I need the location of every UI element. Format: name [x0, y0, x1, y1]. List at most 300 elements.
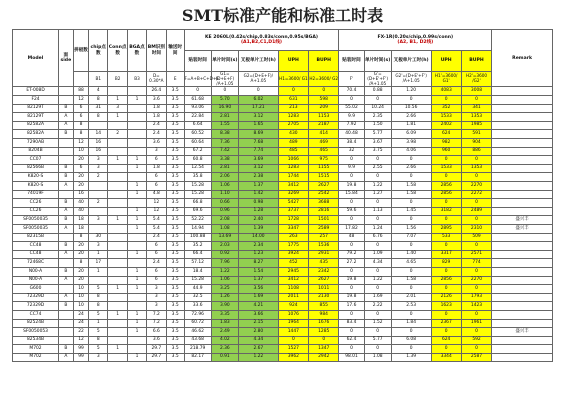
table-cell: 624: [431, 130, 461, 139]
table-cell: 0: [391, 156, 431, 165]
table-cell: 3.5: [166, 207, 184, 216]
table-cell: 0: [431, 285, 461, 294]
table-cell: 509: [461, 233, 491, 242]
group-fx1r-lines: (A2, B1, D2线): [397, 40, 434, 45]
table-cell: 82524B: [13, 319, 59, 328]
table-cell: 59.6: [339, 207, 364, 216]
table-cell: 2816: [309, 207, 339, 216]
table-cell: 32: [339, 147, 364, 156]
table-cell: 3924: [278, 250, 308, 259]
col-remark: Remark: [492, 30, 553, 87]
table-cell: 3: [146, 293, 166, 302]
table-cell: 8: [73, 121, 89, 130]
table-cell: [108, 199, 128, 208]
table-cell: [128, 113, 147, 122]
table-cell: 904: [461, 139, 491, 148]
table-cell: 3.6: [146, 336, 166, 345]
table-cell: 3.5: [166, 250, 184, 259]
table-cell: 591: [461, 130, 491, 139]
table-cell: [128, 345, 147, 354]
table-cell: A: [59, 207, 74, 216]
table-cell: 1.8: [146, 113, 166, 122]
table-cell: 3.6: [146, 139, 166, 148]
table-row: [13, 285, 553, 294]
table-cell: 1155: [309, 164, 339, 173]
table-cell: 3: [89, 353, 108, 362]
table-row: [13, 233, 553, 242]
table-cell: 452: [278, 259, 308, 268]
table-cell: 17: [89, 259, 108, 268]
table-cell: 0.92: [211, 250, 238, 259]
table-cell: 0: [461, 285, 491, 294]
table-cell: [59, 139, 74, 148]
table-cell: [108, 224, 128, 233]
table-cell: ET-008D: [13, 87, 59, 96]
table-cell: 1.23: [238, 250, 278, 259]
table-cell: 7.96: [211, 259, 238, 268]
table-body: [13, 87, 553, 362]
table-cell: 88: [73, 87, 89, 96]
table-cell: 1515: [309, 173, 339, 182]
table-cell: SF0050035: [13, 216, 59, 225]
table-cell: [492, 173, 553, 182]
table-cell: [492, 319, 553, 328]
table-cell: 3.5: [166, 276, 184, 285]
table-cell: 10: [73, 147, 89, 156]
table-cell: [108, 302, 128, 311]
table-cell: 2.4: [146, 121, 166, 130]
table-cell: 3.5: [166, 336, 184, 345]
table-cell: 2.15: [238, 319, 278, 328]
table-cell: 3347: [278, 224, 308, 233]
table-cell: [128, 173, 147, 182]
table-cell: 69.6: [184, 207, 211, 216]
table-cell: 3.5: [166, 113, 184, 122]
table-cell: [89, 224, 108, 233]
table-cell: 1: [128, 164, 147, 173]
col-model: Model: [13, 30, 59, 87]
table-cell: 2.03: [211, 242, 238, 251]
table-cell: 5.77: [364, 336, 391, 345]
table-cell: 2.53: [391, 302, 431, 311]
table-cell: 3.5: [166, 216, 184, 225]
table-cell: 1: [108, 216, 128, 225]
col-ke-uph: UPH: [278, 51, 308, 72]
table-cell: 15.28: [184, 182, 211, 191]
table-cell: 469: [309, 139, 339, 148]
table-cell: 1285: [309, 328, 339, 337]
table-cell: 6.09: [391, 130, 431, 139]
group-ke2060l: [184, 30, 339, 51]
table-cell: [492, 233, 553, 242]
table-cell: 1.55: [211, 121, 238, 130]
table-cell: 2571: [461, 250, 491, 259]
table-cell: 3.5: [166, 310, 184, 319]
table-cell: N00-A: [13, 276, 59, 285]
table-cell: 40: [73, 199, 89, 208]
table-cell: 3.35: [211, 310, 238, 319]
table-cell: 2856: [431, 182, 461, 191]
table-cell: 4.02: [211, 336, 238, 345]
table-cell: 盛兴丰: [492, 216, 553, 225]
table-cell: 3.5: [166, 224, 184, 233]
table-cell: 4083: [431, 87, 461, 96]
table-cell: 12: [146, 207, 166, 216]
table-cell: 10: [73, 285, 89, 294]
table-cell: 1.20: [391, 87, 431, 96]
table-cell: CC26: [13, 207, 59, 216]
table-cell: 489: [278, 139, 308, 148]
table-cell: 7.42: [211, 147, 238, 156]
table-cell: 1.50: [364, 121, 391, 130]
table-cell: 29.7: [146, 345, 166, 354]
table-cell: [492, 139, 553, 148]
col-fx-uph: UPH: [431, 51, 461, 72]
table-cell: 0: [431, 310, 461, 319]
table-cell: 257: [309, 233, 339, 242]
table-cell: 2: [108, 130, 128, 139]
table-cell: 3: [146, 302, 166, 311]
table-cell: 0: [461, 345, 491, 354]
table-cell: 5: [89, 310, 108, 319]
table-cell: 18: [73, 216, 89, 225]
table-cell: [492, 190, 553, 199]
table-cell: 0: [461, 328, 491, 337]
table-cell: 2: [89, 199, 108, 208]
col-ke-unit-time: 单片时间(s): [211, 51, 238, 72]
table-row: [13, 190, 553, 199]
table-cell: 1.81: [391, 121, 431, 130]
table-cell: M702: [13, 353, 59, 362]
table-cell: B: [59, 302, 74, 311]
table-cell: 17.21: [238, 104, 278, 113]
table-cell: [492, 242, 553, 251]
table-cell: 1.84: [391, 319, 431, 328]
table-cell: 0: [278, 87, 308, 96]
table-cell: 5427: [278, 199, 308, 208]
table-cell: 2.4: [146, 130, 166, 139]
table-cell: 2272: [461, 190, 491, 199]
table-cell: 1527: [278, 345, 308, 354]
table-cell: 2.08: [211, 216, 238, 225]
table-cell: [492, 147, 553, 156]
table-cell: 1353: [461, 164, 491, 173]
table-cell: 0: [391, 173, 431, 182]
table-cell: 82582A: [13, 130, 59, 139]
table-cell: 2.4: [146, 233, 166, 242]
table-cell: 12.54: [184, 164, 211, 173]
table-cell: 33.6: [184, 302, 211, 311]
table-cell: 22.84: [184, 113, 211, 122]
table-cell: 10.24: [364, 104, 391, 113]
table-cell: [492, 199, 553, 208]
table-cell: 0: [391, 216, 431, 225]
table-cell: 55.02: [339, 104, 364, 113]
table-cell: B: [59, 216, 74, 225]
table-cell: 3008: [461, 87, 491, 96]
table-cell: 598: [309, 96, 339, 105]
table-cell: 2.40: [238, 216, 278, 225]
table-cell: 15.28: [184, 190, 211, 199]
table-cell: 3.56: [238, 285, 278, 294]
table-cell: 3: [146, 147, 166, 156]
table-cell: 10: [73, 302, 89, 311]
table-cell: 2.81: [211, 164, 238, 173]
table-row: [13, 139, 553, 148]
table-cell: 1283: [278, 113, 308, 122]
table-cell: 83.4: [339, 319, 364, 328]
table-cell: 1964: [278, 319, 308, 328]
table-cell: 2627: [309, 182, 339, 191]
table-cell: 1.52: [364, 319, 391, 328]
table-cell: 2.81: [211, 113, 238, 122]
table-cell: 2.35: [364, 113, 391, 122]
table-cell: [89, 207, 108, 216]
table-cell: 0: [461, 310, 491, 319]
table-cell: [59, 233, 74, 242]
table-cell: 8.27: [238, 259, 278, 268]
table-cell: 1623: [431, 302, 461, 311]
table-cell: 14: [89, 130, 108, 139]
table-cell: 1.22: [211, 267, 238, 276]
table-cell: 1.08: [364, 353, 391, 362]
table-cell: 2.67: [238, 345, 278, 354]
table-cell: 3.5: [166, 267, 184, 276]
table-cell: 3.75: [364, 147, 391, 156]
table-cell: [128, 293, 147, 302]
table-cell: [492, 293, 553, 302]
table-cell: [128, 242, 147, 251]
table-cell: 0: [364, 328, 391, 337]
table-cell: 2: [89, 173, 108, 182]
table-cell: B: [59, 199, 74, 208]
table-row: [13, 310, 553, 319]
table-cell: 3737: [278, 207, 308, 216]
formula-f-prime: F': [339, 72, 364, 87]
table-row: [13, 96, 553, 105]
table-cell: 52.22: [184, 216, 211, 225]
table-cell: 82315B: [13, 233, 59, 242]
table-cell: 46.62: [184, 328, 211, 337]
table-cell: 218.79: [184, 345, 211, 354]
table-cell: 1447: [278, 328, 308, 337]
table-cell: 3.38: [211, 156, 238, 165]
table-cell: 1: [128, 207, 147, 216]
table-cell: 16: [89, 147, 108, 156]
table-row: [13, 302, 553, 311]
table-row: [13, 156, 553, 165]
table-cell: [492, 302, 553, 311]
table-cell: [108, 336, 128, 345]
table-cell: 1.65: [238, 121, 278, 130]
table-cell: 8: [73, 130, 89, 139]
table-cell: 18: [73, 224, 89, 233]
table-cell: 3.5: [166, 87, 184, 96]
table-cell: 3317: [431, 250, 461, 259]
table-cell: [492, 156, 553, 165]
table-cell: 2367: [431, 319, 461, 328]
table-row: [13, 147, 553, 156]
table-cell: 1: [128, 276, 147, 285]
table-cell: 1793: [461, 293, 491, 302]
table-cell: 263: [278, 233, 308, 242]
table-cell: 0: [461, 267, 491, 276]
table-cell: 8: [73, 259, 89, 268]
table-cell: 1533: [431, 164, 461, 173]
table-cell: 82.17: [184, 353, 211, 362]
table-cell: 5: [89, 328, 108, 337]
table-cell: 3.90: [211, 302, 238, 311]
table-cell: 1.27: [364, 190, 391, 199]
table-cell: 435: [309, 259, 339, 268]
formula-g1-prime: G'=(D+E'+F') /A+1.05: [364, 72, 391, 87]
table-cell: 0: [364, 285, 391, 294]
table-row: [13, 242, 553, 251]
table-cell: 38.4: [339, 139, 364, 148]
table-cell: 1066: [278, 156, 308, 165]
table-cell: K820-S: [13, 173, 59, 182]
table-cell: [128, 259, 147, 268]
table-cell: A: [59, 121, 74, 130]
table-cell: 1: [128, 182, 147, 191]
table-cell: 0: [391, 345, 431, 354]
table-cell: 0: [461, 199, 491, 208]
table-cell: 774: [461, 259, 491, 268]
table-cell: A: [59, 250, 74, 259]
table-cell: 24: [73, 310, 89, 319]
table-row: [13, 113, 553, 122]
table-cell: CC74: [13, 310, 59, 319]
table-cell: 1.40: [391, 250, 431, 259]
table-cell: 6.64: [184, 121, 211, 130]
table-cell: 1.58: [391, 276, 431, 285]
table-cell: 99: [73, 345, 89, 354]
col-fx-unit-time: 单片时间(s): [364, 51, 391, 72]
table-cell: B: [59, 104, 74, 113]
table-cell: 7.36: [211, 139, 238, 148]
table-cell: 3.5: [166, 233, 184, 242]
group-fx1r: [339, 30, 492, 51]
table-cell: [108, 190, 128, 199]
table-cell: 4: [89, 87, 108, 96]
table-cell: 70.4: [339, 87, 364, 96]
table-row: [13, 345, 553, 354]
table-cell: 1: [128, 328, 147, 337]
table-cell: 984: [309, 310, 339, 319]
table-cell: 2931: [309, 250, 339, 259]
table-cell: 2011: [278, 293, 308, 302]
col-side: 面 side: [59, 30, 74, 87]
table-cell: 16: [73, 190, 89, 199]
table-cell: 5: [89, 345, 108, 354]
table-cell: 1: [128, 250, 147, 259]
table-cell: 0: [184, 87, 211, 96]
formula-h2: H2=3600/ G2: [309, 72, 339, 87]
table-cell: 975: [309, 156, 339, 165]
table-cell: 5: [89, 285, 108, 294]
formula-h1: H1=3600/ G1: [278, 72, 308, 87]
table-cell: 1.06: [211, 276, 238, 285]
table-row: [13, 293, 553, 302]
table-cell: 100.88: [184, 233, 211, 242]
table-cell: [108, 353, 128, 362]
formula-g2: G2=(D+E+F)/ A+1.05: [238, 72, 278, 87]
col-fx-cross: 叉板单片工时(h): [391, 51, 431, 72]
table-cell: 4.34: [238, 336, 278, 345]
table-cell: [108, 182, 128, 191]
table-cell: 1.10: [211, 190, 238, 199]
group-fx1r-spec: FX-1R(0.20s/chip,0.99s/conn): [377, 34, 454, 40]
table-cell: 8: [89, 302, 108, 311]
table-cell: 1: [128, 96, 147, 105]
table-cell: [108, 259, 128, 268]
table-cell: 0: [364, 173, 391, 182]
sheet-title: SMT标准产能和标准工时表: [181, 6, 384, 25]
table-cell: 1.39: [238, 224, 278, 233]
capacity-table: [12, 29, 553, 362]
table-cell: 8: [73, 233, 89, 242]
table-cell: 66.8: [184, 199, 211, 208]
table-cell: 1: [128, 190, 147, 199]
table-cell: 2.49: [211, 328, 238, 337]
table-cell: 8: [89, 96, 108, 105]
table-row: [13, 164, 553, 173]
table-cell: 3962: [278, 353, 308, 362]
table-cell: [108, 207, 128, 216]
table-cell: 3: [108, 104, 128, 113]
table-cell: 1.83: [211, 319, 238, 328]
table-cell: 1.22: [364, 276, 391, 285]
table-cell: 0: [391, 285, 431, 294]
table-cell: A: [59, 353, 74, 362]
table-cell: 0.96: [211, 207, 238, 216]
table-cell: 62.4: [339, 336, 364, 345]
table-row: [13, 173, 553, 182]
table-cell: 0: [431, 267, 461, 276]
table-cell: 1676: [309, 319, 339, 328]
table-cell: CC07: [13, 156, 59, 165]
table-cell: 924: [278, 302, 308, 311]
table-cell: 0: [431, 156, 461, 165]
table-cell: [492, 164, 553, 173]
table-cell: 886: [461, 147, 491, 156]
table-cell: 1744: [278, 173, 308, 182]
table-cell: 6.6: [146, 328, 166, 337]
table-cell: 1011: [309, 285, 339, 294]
table-cell: 1.08: [211, 224, 238, 233]
table-cell: 16.90: [211, 104, 238, 113]
table-cell: 0: [339, 216, 364, 225]
table-cell: [492, 130, 553, 139]
table-cell: 1: [128, 224, 147, 233]
table-cell: 3.5: [166, 121, 184, 130]
table-cell: 414: [309, 130, 339, 139]
formula-e: E: [166, 72, 184, 87]
table-cell: 1.69: [364, 293, 391, 302]
table-cell: 57.12: [184, 259, 211, 268]
table-cell: 3.6: [146, 96, 166, 105]
table-cell: 3.98: [391, 139, 431, 148]
table-cell: 7290AB: [13, 139, 59, 148]
table-cell: 40.48: [339, 130, 364, 139]
table-cell: [89, 121, 108, 130]
table-cell: 2310: [461, 224, 491, 233]
table-cell: 1.22: [364, 182, 391, 191]
table-row: [13, 224, 553, 233]
table-cell: 72.96: [184, 310, 211, 319]
table-cell: 0: [431, 345, 461, 354]
table-cell: 3.5: [166, 156, 184, 165]
